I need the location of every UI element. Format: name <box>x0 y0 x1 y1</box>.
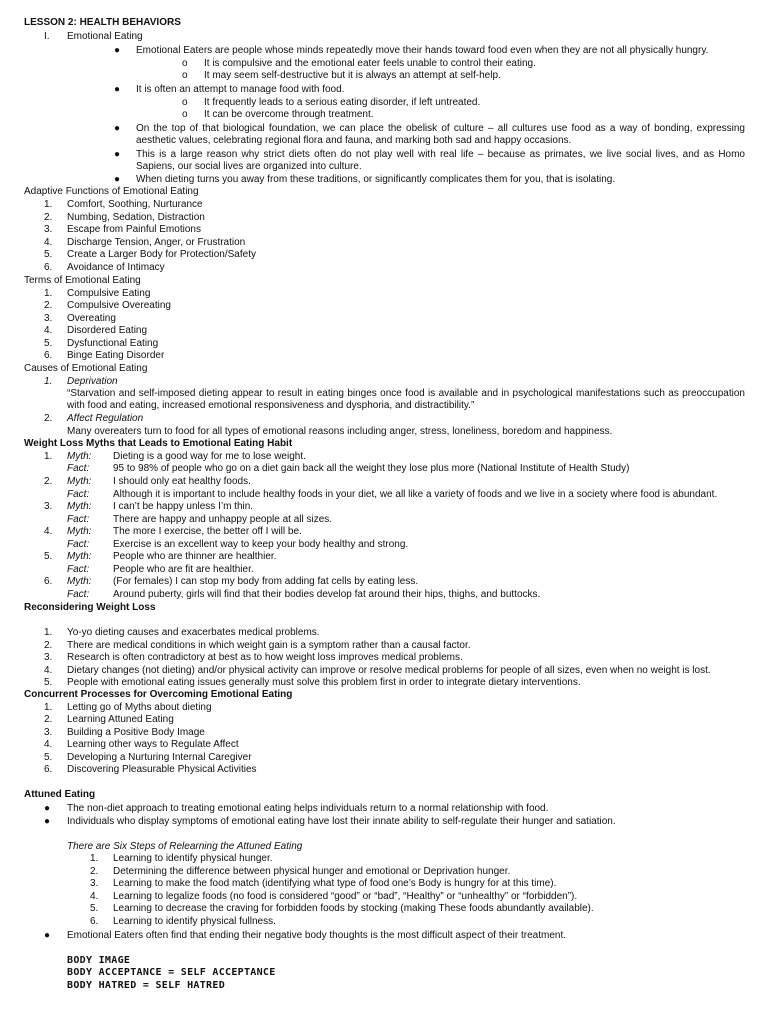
list-item: Comfort, Soothing, Nurturance <box>67 199 203 210</box>
section-heading: Terms of Emotional Eating <box>24 275 141 286</box>
list-number: 2. <box>90 866 99 877</box>
list-number: 5. <box>44 249 53 260</box>
list-item: Compulsive Eating <box>67 288 151 299</box>
list-item: There are medical conditions in which weight gain is a symptom rather than a causal factor. <box>67 640 471 651</box>
bullet-icon: ● <box>114 123 121 134</box>
list-number: 2. <box>44 476 53 487</box>
list-number: 3. <box>90 878 99 889</box>
list-item: It may seem self-destructive but it is always an attempt at self-help. <box>204 70 501 81</box>
list-number: 4. <box>44 325 53 336</box>
myth-label: Myth: <box>67 576 92 587</box>
list-item: Create a Larger Body for Protection/Safety <box>67 249 256 260</box>
list-item: Dietary changes (not dieting) and/or physical activity can improve or resolve medical problems for people of all sizes, even when no weight is lost. <box>67 665 711 676</box>
list-number: 4. <box>44 739 53 750</box>
myth-label: Myth: <box>67 476 92 487</box>
list-number: 5. <box>44 677 53 688</box>
list-number: 3. <box>44 224 53 235</box>
list-number: 1. <box>44 288 53 299</box>
fact-label: Fact: <box>67 489 90 500</box>
paragraph: This is a large reason why strict diets often do not play well with real life – because as primates, we live social lives, and as Homo Sapiens, our social lives are organized into culture. <box>136 149 745 172</box>
sub-bullet-icon: o <box>182 97 188 108</box>
list-item: Overeating <box>67 313 116 324</box>
cause-title: Deprivation <box>67 376 118 387</box>
list-number: 3. <box>44 652 53 663</box>
list-item: Disordered Eating <box>67 325 148 336</box>
list-number: 4. <box>44 237 53 248</box>
fact-label: Fact: <box>67 539 90 550</box>
myth-text: Dieting is a good way for me to lose weight. <box>113 451 306 462</box>
paragraph: The non-diet approach to treating emotional eating helps individuals return to a normal relationship with food. <box>67 803 549 814</box>
myth-text: The more I exercise, the better off I will be. <box>113 526 302 537</box>
cause-title: Affect Regulation <box>67 413 144 424</box>
fact-text: Exercise is an excellent way to keep your body healthy and strong. <box>113 539 409 550</box>
list-number: 5. <box>44 551 53 562</box>
list-item: Numbing, Sedation, Distraction <box>67 212 205 223</box>
list-item: Learning to make the food match (identifying what type of food one’s Body is hungry for at this time). <box>113 878 557 889</box>
list-item: Dysfunctional Eating <box>67 338 159 349</box>
list-number: 1. <box>44 376 53 387</box>
list-item: Learning to decrease the craving for forbidden foods by stocking (making These foods abundantly available). <box>113 903 594 914</box>
section-heading: Emotional Eating <box>67 31 143 42</box>
myth-text: I can’t be happy unless I’m thin. <box>113 501 254 512</box>
myth-text: (For females) I can stop my body from adding fat cells by eating less. <box>113 576 419 587</box>
list-number: 1. <box>44 627 53 638</box>
list-item: Developing a Nurturing Internal Caregiver <box>67 752 252 763</box>
myth-text: I should only eat healthy foods. <box>113 476 251 487</box>
list-item: Discharge Tension, Anger, or Frustration <box>67 237 246 248</box>
paragraph: Individuals who display symptoms of emotional eating have lost their innate ability to self-regulate their hunger and satiation. <box>67 816 616 827</box>
list-number: 1. <box>44 702 53 713</box>
list-number: 2. <box>44 640 53 651</box>
fact-text: Around puberty, girls will find that their bodies develop fat around their hips, thighs, and buttocks. <box>113 589 541 600</box>
myth-label: Myth: <box>67 501 92 512</box>
list-number: 3. <box>44 313 53 324</box>
bullet-icon: ● <box>114 149 121 160</box>
myth-label: Myth: <box>67 451 92 462</box>
list-item: Letting go of Myths about dieting <box>67 702 212 713</box>
fact-text: 95 to 98% of people who go on a diet gain back all the weight they lose plus more (National Institute of Health Study) <box>113 463 630 474</box>
cause-text: “Starvation and self-imposed dieting appear to result in eating binges once food is available and in psychological manifestations such as preoccupation with food and eating, increased emotional responsiveness and dysphoria, and distractibility.” <box>67 388 745 411</box>
list-number: 2. <box>44 212 53 223</box>
paragraph: Emotional Eaters often find that ending their negative body thoughts is the most difficult aspect of their treatment. <box>67 930 566 941</box>
bullet-icon: ● <box>114 84 121 95</box>
section-heading: Adaptive Functions of Emotional Eating <box>24 186 199 197</box>
list-number: 3. <box>44 727 53 738</box>
list-item: It frequently leads to a serious eating disorder, if left untreated. <box>204 97 481 108</box>
sub-bullet-icon: o <box>182 70 188 81</box>
fact-text: People who are fit are healthier. <box>113 564 254 575</box>
list-number: 6. <box>44 764 53 775</box>
section-heading: Causes of Emotional Eating <box>24 363 148 374</box>
section-heading: Weight Loss Myths that Leads to Emotional Eating Habit <box>24 438 293 449</box>
list-item: It can be overcome through treatment. <box>204 109 374 120</box>
paragraph: On the top of that biological foundation, we can place the obelisk of culture – all cultures use food as a way of bonding, expressing aesthetic values, celebrating regional flora and fauna, and marking both sad and happy occasions. <box>136 123 745 146</box>
paragraph: It is often an attempt to manage food with food. <box>136 84 345 95</box>
list-number: 2. <box>44 413 53 424</box>
myth-text: People who are thinner are healthier. <box>113 551 277 562</box>
paragraph: Emotional Eaters are people whose minds repeatedly move their hands toward food even when they are not all physically hungry. <box>136 45 709 56</box>
list-item: Compulsive Overeating <box>67 300 171 311</box>
list-number: 6. <box>44 576 53 587</box>
body-image-line: BODY ACCEPTANCE = SELF ACCEPTANCE <box>67 967 276 978</box>
list-number: 4. <box>44 665 53 676</box>
list-number: 5. <box>44 338 53 349</box>
fact-label: Fact: <box>67 463 90 474</box>
cause-text: Many overeaters turn to food for all types of emotional reasons including anger, stress, loneliness, boredom and happiness. <box>67 426 613 437</box>
list-item: Learning to identify physical hunger. <box>113 853 273 864</box>
bullet-icon: ● <box>44 803 51 814</box>
list-item: Learning Attuned Eating <box>67 714 174 725</box>
list-item: Yo-yo dieting causes and exacerbates medical problems. <box>67 627 320 638</box>
list-item: Learning to legalize foods (no food is considered “good” or “bad”, “Healthy” or “unhealthy” or “forbidden”). <box>113 891 578 902</box>
list-item: Building a Positive Body Image <box>67 727 205 738</box>
section-heading: Attuned Eating <box>24 789 96 800</box>
bullet-icon: ● <box>44 816 51 827</box>
fact-label: Fact: <box>67 514 90 525</box>
list-number: 1. <box>44 451 53 462</box>
list-item: Research is often contradictory at best as to how weight loss improves medical problems. <box>67 652 463 663</box>
steps-title: There are Six Steps of Relearning the Attuned Eating <box>67 841 303 852</box>
bullet-icon: ● <box>44 930 51 941</box>
list-number: 2. <box>44 300 53 311</box>
paragraph: When dieting turns you away from these traditions, or significantly complicates them for you, that is isolating. <box>136 174 616 185</box>
fact-text: Although it is important to include healthy foods in your diet, we all like a variety of foods and we live in a society where food is abundant. <box>113 489 718 500</box>
list-item: Determining the difference between physical hunger and emotional or Deprivation hunger. <box>113 866 511 877</box>
list-item: Escape from Painful Emotions <box>67 224 201 235</box>
body-image-line: BODY HATRED = SELF HATRED <box>67 980 226 991</box>
bullet-icon: ● <box>114 174 121 185</box>
list-number: 4. <box>90 891 99 902</box>
sub-bullet-icon: o <box>182 109 188 120</box>
section-numeral: I. <box>44 31 50 42</box>
list-number: 3. <box>44 501 53 512</box>
section-heading: Concurrent Processes for Overcoming Emotional Eating <box>24 689 293 700</box>
bullet-icon: ● <box>114 45 121 56</box>
list-item: Avoidance of Intimacy <box>67 262 165 273</box>
list-item: It is compulsive and the emotional eater feels unable to control their eating. <box>204 58 536 69</box>
list-item: Learning to identify physical fullness. <box>113 916 276 927</box>
sub-bullet-icon: o <box>182 58 188 69</box>
list-number: 1. <box>90 853 99 864</box>
list-item: Learning other ways to Regulate Affect <box>67 739 239 750</box>
page-title: LESSON 2: HEALTH BEHAVIORS <box>24 17 181 28</box>
body-image-line: BODY IMAGE <box>67 955 131 966</box>
myth-label: Myth: <box>67 526 92 537</box>
myth-label: Myth: <box>67 551 92 562</box>
list-item: People with emotional eating issues generally must solve this problem first in order to integrate dietary interventions. <box>67 677 581 688</box>
list-number: 6. <box>44 350 53 361</box>
list-number: 6. <box>44 262 53 273</box>
list-number: 5. <box>44 752 53 763</box>
fact-label: Fact: <box>67 564 90 575</box>
list-number: 4. <box>44 526 53 537</box>
fact-label: Fact: <box>67 589 90 600</box>
list-number: 5. <box>90 903 99 914</box>
list-number: 1. <box>44 199 53 210</box>
list-number: 2. <box>44 714 53 725</box>
list-number: 6. <box>90 916 99 927</box>
section-heading: Reconsidering Weight Loss <box>24 602 156 613</box>
fact-text: There are happy and unhappy people at all sizes. <box>113 514 333 525</box>
list-item: Binge Eating Disorder <box>67 350 165 361</box>
list-item: Discovering Pleasurable Physical Activities <box>67 764 257 775</box>
